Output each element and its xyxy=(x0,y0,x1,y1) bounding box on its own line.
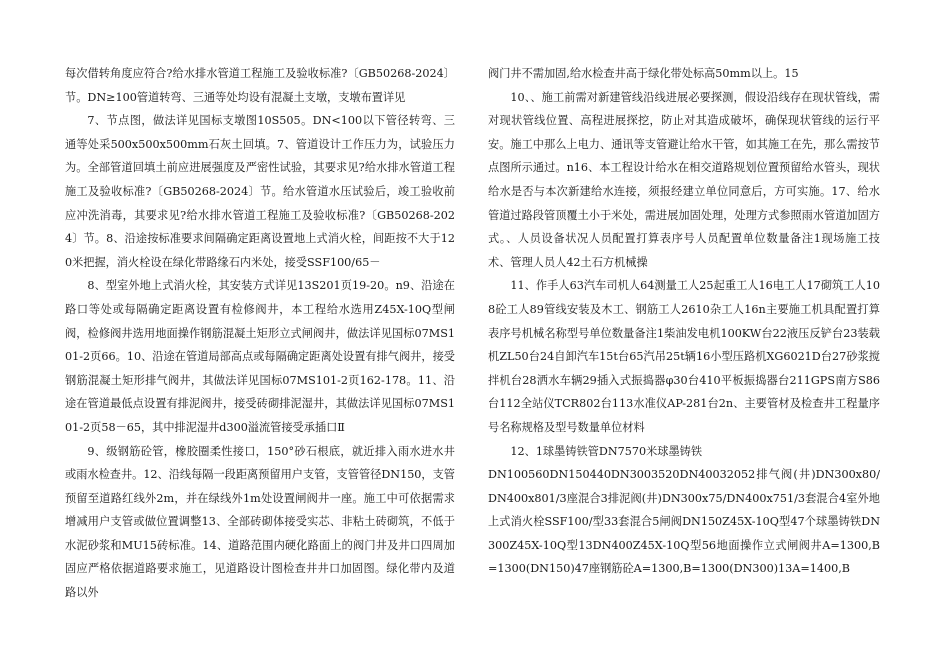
paragraph: 11、作手人63汽车司机人64测量工人25起重工人16电工人17砌筑工人108砼工人89管线安装及木工、钢筋工人2610杂工人16n主要施工机具配置打算表序号机械名称型号单位数量备注1柴油发电机100KW台22液压反铲台23装载机ZL50台24自卸汽车15t台65汽吊25t辆16小型压路机XG6021D台27砂浆搅拌机台28洒水车辆29插入式振捣器φ30台410平板振捣器台211GPS南方S86台112全站仪TCR802台113水准仪AP-281台2n、主要管材及检查井工程量序号名称规格及型号数量单位材料 xyxy=(488,279,880,434)
paragraph: 9、级钢筋砼管，橡胶圈柔性接口，150°砂石根底，就近排入雨水进水井或雨水检查井。12、沿线每隔一段距离预留用户支管，支管管径DN150，支管预留至道路红线外2m，并在绿线外1m处设置闸阀井一座。施工中可依据需求增减用户支管或做位置调整13、全部砖砌体接受实芯、非粘土砖砌筑，不低于水泥砂浆和MU15砖标准。14、道路范围内硬化路面上的阀门井及井口四周加固应严格依据道路要求施工，见道路设计图检查井井口加固图。绿化带内及道路以外 xyxy=(65,444,455,600)
paragraph: 12、1球墨铸铁管DN7570米球墨铸铁 xyxy=(510,444,703,458)
left-column xyxy=(65,62,455,605)
paragraph: DN100560DN150440DN3003520DN40032052排气阀(井)DN300x80/DN400x801/3座混合3排泥阀(井)DN300x75/DN400x751/3套混合4室外地上式消火栓SSF100/型33套混合5闸阀DN150Z45X-10Q型47个球墨铸铁DN300Z45X-10Q型13DN400Z45X-10Q型56地面操作立式闸阀井A=1300,B=1300(DN150)47座钢筋砼A=1300,B=1300(DN300)13A=1400,B xyxy=(488,468,880,576)
right-column xyxy=(488,62,880,581)
paragraph: 8、型室外地上式消火栓，其安装方式详见13S201页19-20。n9、沿途在路口等处或每隔确定距离设置有检修阀井，本工程给水选用Z45X-10Q型闸阀，检修阀井选用地面操作钢筋混凝土矩形立式闸阀井，做法详见国标07MS101-2页66。10、沿途在管道局部高点或每隔确定距离处设置有排气阀井，接受钢筋混凝土矩形排气阀井，其做法详见国标07MS101-2页162-178。11、沿途在管道最低点设置有排泥阀井，接受砖砌排泥湿井，其做法详见国标07MS101-2页58－65，其中排泥湿井d300溢流管接受承插口Ⅱ xyxy=(65,279,455,434)
paragraph: 阀门井不需加固,给水检查井高于绿化带处标高50mm以上。15 xyxy=(488,67,799,80)
paragraph: 10、、施工前需对新建管线沿线进展必要探测，假设沿线存在现状管线，需对现状管线位置、高程进展探挖，防止对其造成破坏，确保现状管线的运行平安。施工中那么上电力、通讯等支管避让给水干管，如其施工在先，那么需按节点图所示通过。n16、本工程设计给水在相交道路规划位置预留给水管头，现状给水是否与本次新建给水连接，须报经建立单位同意后，方可实施。17、给水管道过路段管顶覆土小于米处，需进展加固处理，处理方式参照雨水管道加固方式。、人员设备状况人员配置打算表序号人员配置单位数量备注1现场施工技术、管理人员人42土石方机械操 xyxy=(488,90,880,269)
paragraph: 每次借转角度应符合?给水排水管道工程施工及验收标准?〔GB50268-2024〕节。DN≥100管道转弯、三通等处均设有混凝土支墩，支墩布置详见 xyxy=(65,67,455,104)
paragraph: 7、节点图，做法详见国标支墩图10S505。DN<100以下管径转弯、三通等处采500x500x500mm石灰土回填。7、管道设计工作压力为，试验压力为。全部管道回填土前应进展强度及严密性试验，其要求见?给水排水管道工程施工及验收标准?〔GB50268-2024〕节。给水管道水压试验后，竣工验收前应冲洗消毒，其要求见?给水排水管道工程施工及验收标准?〔GB50268-2024〕节。8、沿途按标准要求间隔确定距离设置地上式消火栓，间距按不大于120米把握，消火栓设在绿化带路缘石内米处，接受SSF100/65－ xyxy=(65,114,455,269)
